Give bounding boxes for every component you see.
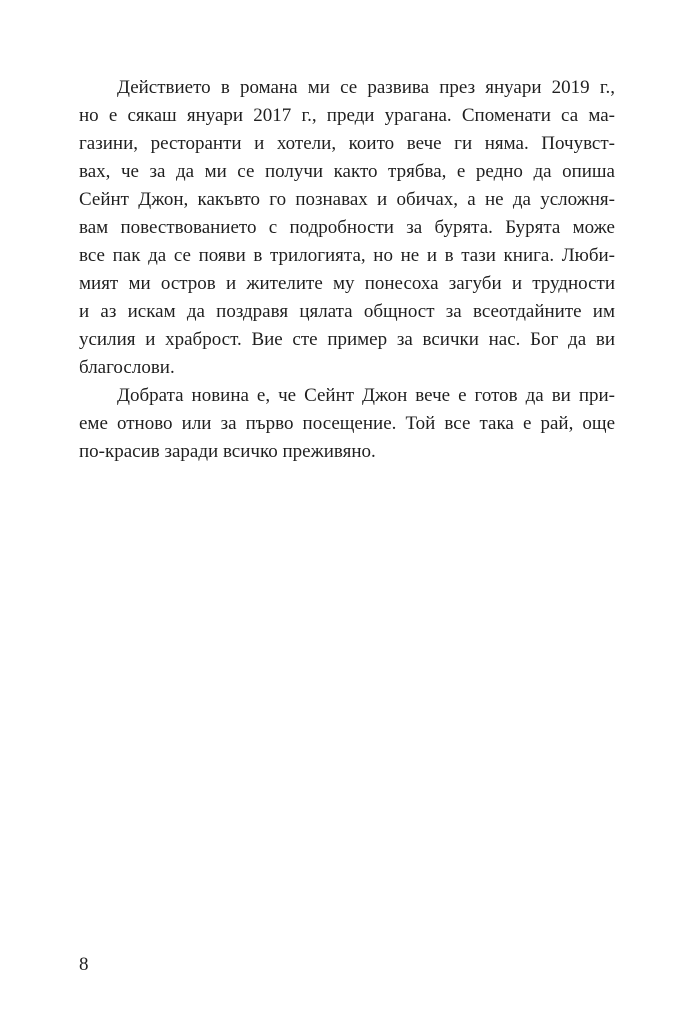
text-line: Действието в романа ми се развива през януари 2019 г., [117,77,615,98]
text-line: еме отново или за първо посещение. Той все така е рай, още [79,413,615,434]
text-line: усилия и храброст. Вие сте пример за всички нас. Бог да ви [79,329,615,350]
text-line: по-красив заради всичко преживяно. [79,441,376,462]
text-line: мият ми остров и жителите му понесоха загуби и трудности [79,273,615,294]
paragraph-1 [79,74,615,382]
body-text [79,74,615,466]
page-number: 8 [79,954,89,975]
text-line: Добрата новина е, че Сейнт Джон вече е готов да ви при- [117,385,615,406]
text-line: все пак да се появи в трилогията, но не и в тази книга. Люби- [79,245,615,266]
text-line: и аз искам да поздравя цялата общност за всеотдайните им [79,301,615,322]
text-line: Сейнт Джон, какъвто го познавах и обичах, а не да усложня- [79,189,615,210]
text-line: вах, че за да ми се получи както трябва, е редно да опиша [79,161,615,182]
text-line: но е сякаш януари 2017 г., преди урагана. Споменати са ма- [79,105,615,126]
paragraph-2 [79,382,615,466]
text-line: благослови. [79,357,175,378]
text-line: вам повествованието с подробности за бурята. Бурята може [79,217,615,238]
text-line: газини, ресторанти и хотели, които вече ги няма. Почувст- [79,133,615,154]
